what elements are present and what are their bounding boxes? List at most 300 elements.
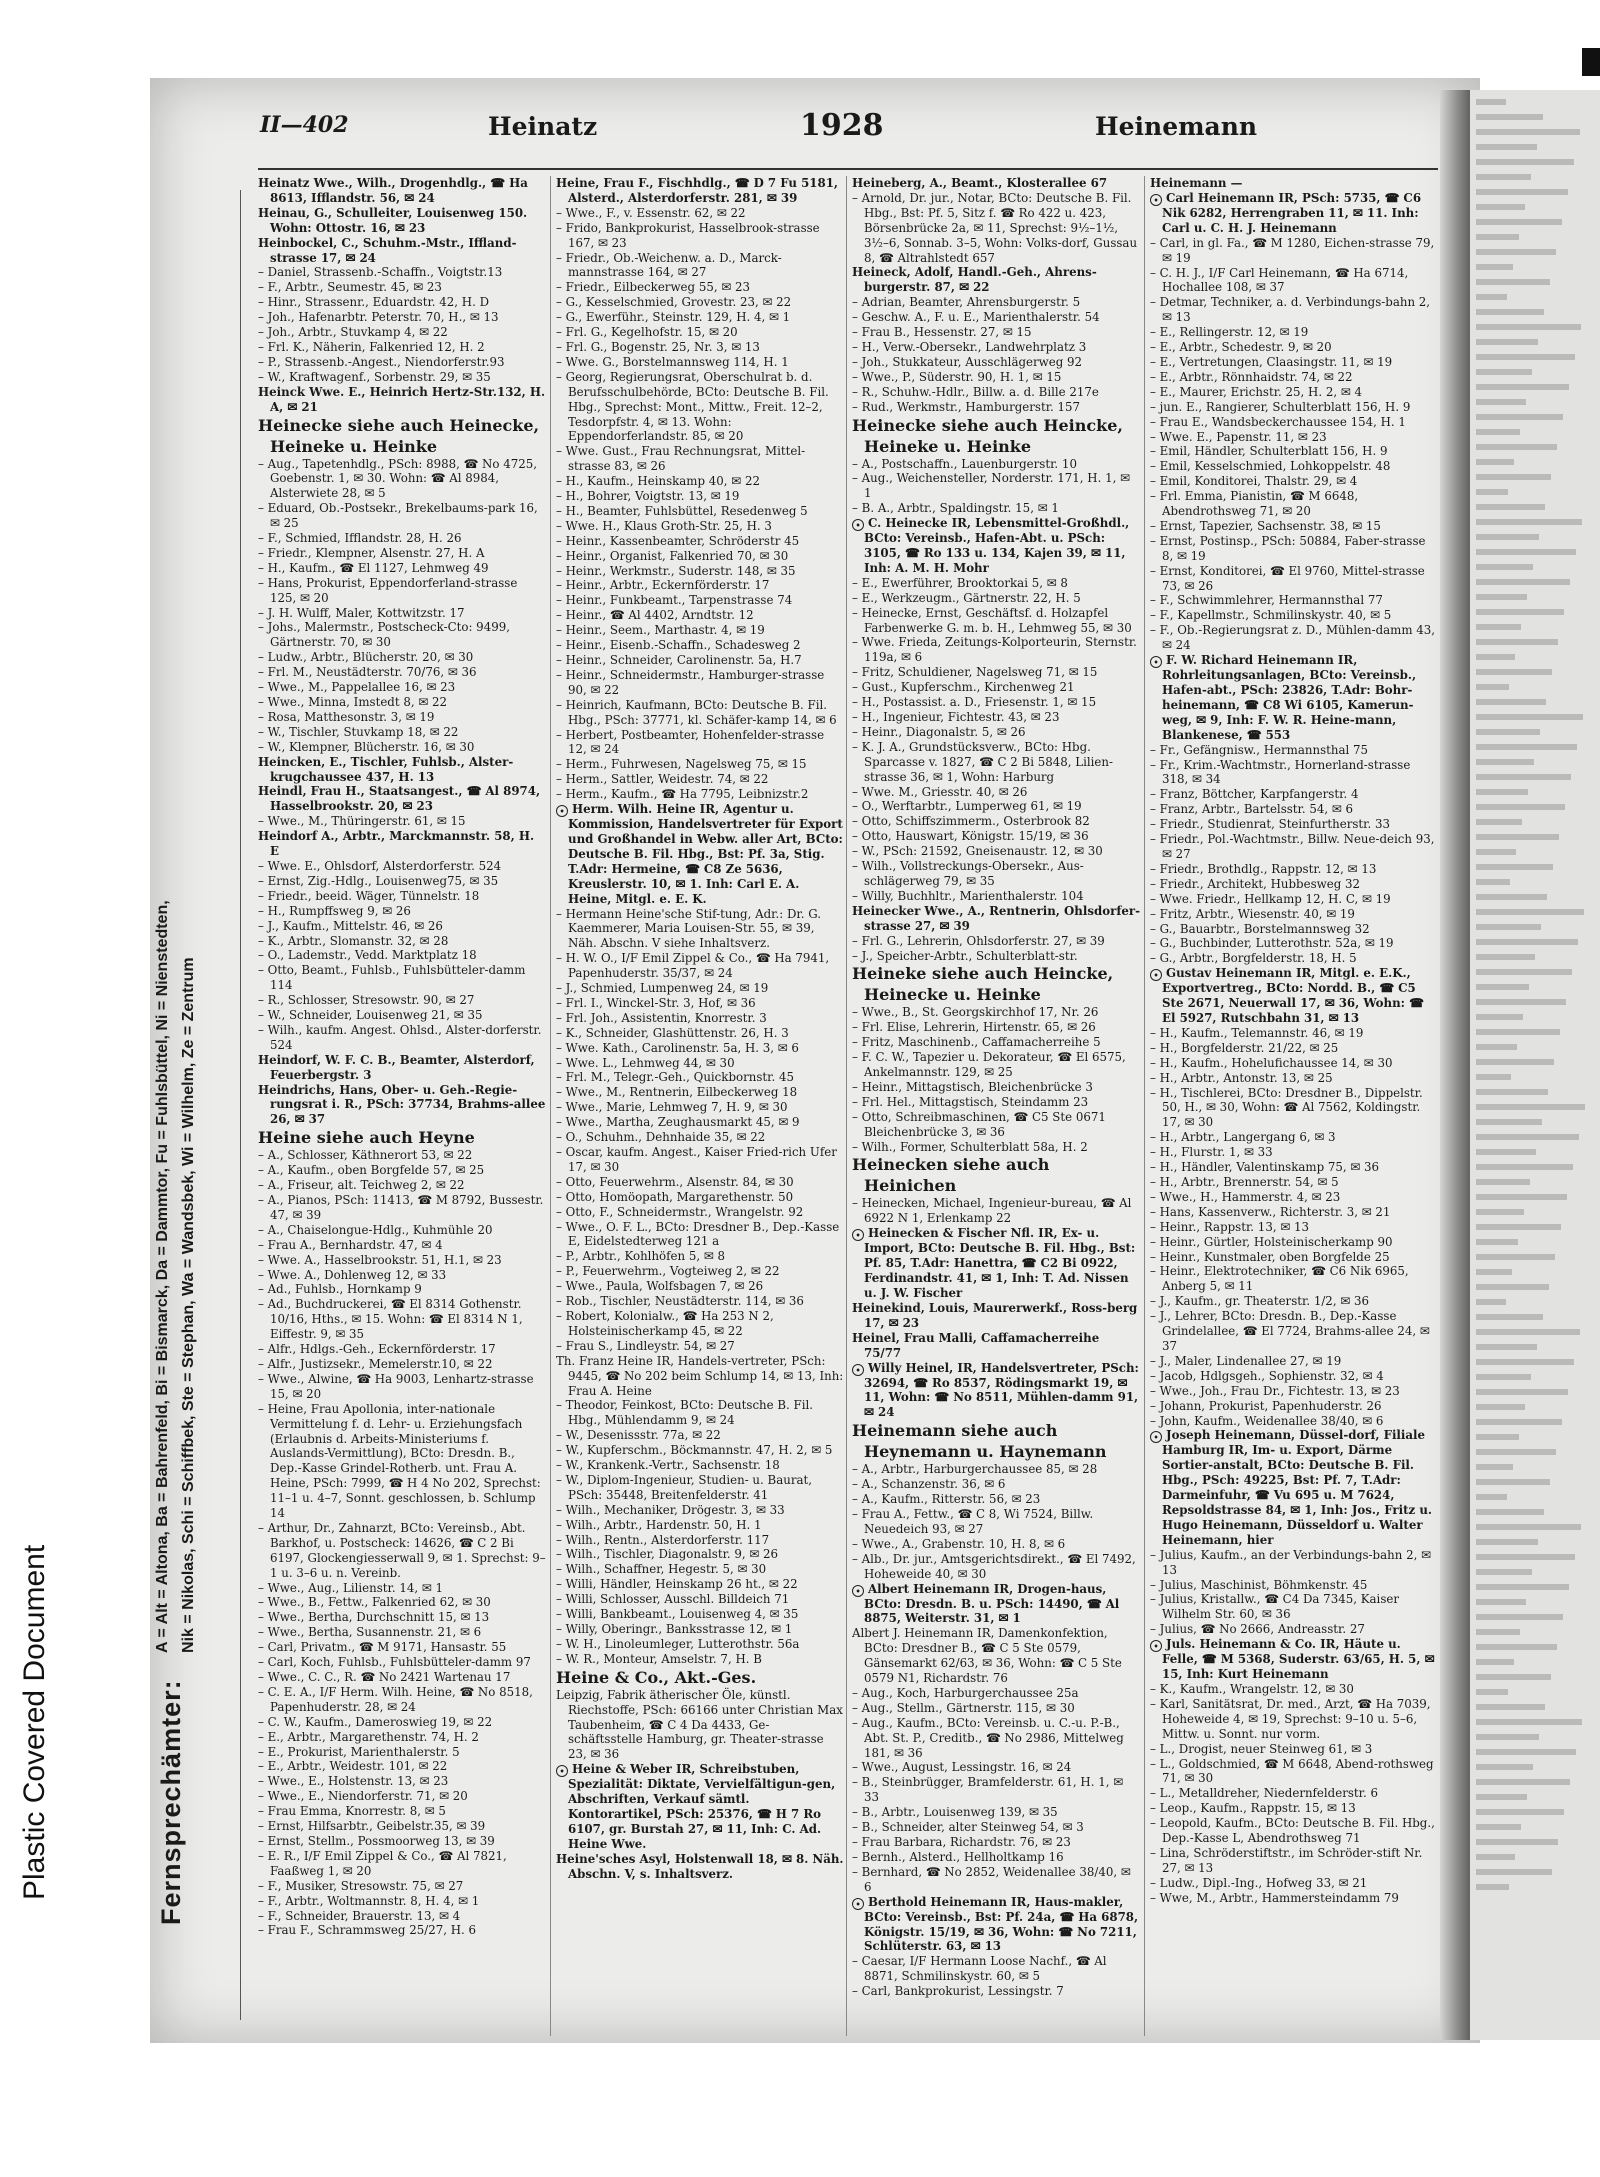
directory-entry <box>852 665 1140 680</box>
directory-entry <box>852 1050 1140 1080</box>
directory-entry <box>1150 817 1438 832</box>
entry-text: – Frau S., Lindleystr. 54, ✉ 27 <box>556 1338 735 1353</box>
entry-text: Heinemann — <box>1150 176 1243 190</box>
directory-entry <box>1150 832 1438 862</box>
entry-text: – E., Vertretungen, Claasingstr. 11, ✉ 19 <box>1150 354 1393 369</box>
directory-entry <box>258 919 546 934</box>
directory-entry <box>852 859 1140 889</box>
directory-entry <box>258 1730 546 1745</box>
next-page-text-line <box>1476 744 1577 750</box>
entry-text: – E., Arbtr., Margarethenstr. 74, H. 2 <box>258 1729 479 1744</box>
directory-entry <box>556 504 844 519</box>
entry-text: – Wwe. A., Hasselbrookstr. 51, H.1, ✉ 23 <box>258 1252 502 1267</box>
directory-entry <box>852 340 1140 355</box>
entry-text: – Wwe., Alwine, ☎ Ha 9003, Lenhartz-strasse 15, ✉ 20 <box>258 1371 534 1401</box>
directory-entry <box>258 829 546 859</box>
directory-entry <box>556 280 844 295</box>
next-page-text-line <box>1476 984 1529 990</box>
entry-text: – J., Kaufm., gr. Theaterstr. 1/2, ✉ 36 <box>1150 1294 1369 1309</box>
next-page-text-line <box>1476 924 1541 930</box>
directory-entry <box>1150 1309 1438 1354</box>
entry-text: – Wwe. L., Lehmweg 44, ✉ 30 <box>556 1055 735 1070</box>
directory-entry <box>258 1053 546 1083</box>
directory-entry <box>852 635 1140 665</box>
next-page-text-line <box>1476 1464 1513 1470</box>
entry-text: Gustav Heinemann IR, Mitgl. e. E.K., Exportvertreg., BCto: Nordd. B., ☎ C5 Ste 2671, Neuerwall 17, ✉ 36, Wohn: ☎ El 5927, Rutschbahn 31, ✉ 13 <box>1162 966 1424 1026</box>
entry-text: – G., Buchbinder, Lutterothstr. 52a, ✉ 19 <box>1150 936 1394 951</box>
directory-entry <box>258 1595 546 1610</box>
bullet-icon: • <box>556 805 568 817</box>
directory-entry <box>852 1760 1140 1775</box>
entry-text: – G., Ewerführ., Steinstr. 129, H. 4, ✉ 1 <box>556 310 791 325</box>
entry-text: – K., Arbtr., Slomanstr. 32, ✉ 28 <box>258 933 449 948</box>
bullet-icon: • <box>1150 1640 1162 1652</box>
entry-text: – Otto, Beamt., Fuhlsb., Fuhlsbütteler-damm 114 <box>258 963 526 993</box>
next-page-text-line <box>1476 1389 1568 1395</box>
next-page-text-line <box>1476 414 1563 420</box>
header-rule <box>258 168 1438 170</box>
next-page-text-line <box>1476 1329 1580 1335</box>
next-page-text-line <box>1476 99 1506 105</box>
entry-text: Heincken, E., Tischler, Fuhlsb., Alster-krugchaussee 437, H. 13 <box>258 754 514 784</box>
entry-text: – Wilh., Arbtr., Hardenstr. 50, H. 1 <box>556 1517 762 1532</box>
directory-entry <box>556 176 844 206</box>
legend-divider <box>240 190 241 2020</box>
entry-text: – A., Kaufm., oben Borgfelde 57, ✉ 25 <box>258 1163 485 1178</box>
entry-text: – Heinr., ☎ Al 4402, Arndtstr. 12 <box>556 608 754 623</box>
directory-entry <box>1150 1786 1438 1801</box>
entry-text: – Caesar, I/F Hermann Loose Nachf., ☎ Al 8871, Schmilinskystr. 60, ✉ 5 <box>852 1954 1107 1984</box>
directory-entry <box>852 695 1140 710</box>
directory-entry <box>852 415 1140 457</box>
next-page-text-line <box>1476 1164 1573 1170</box>
entry-text: – Heinr., Elektrotechniker, ☎ C6 Nik 6965, Anberg 5, ✉ 11 <box>1150 1264 1409 1294</box>
entry-text: Heinecken & Fischer Nfl. IR, Ex- u. Import, BCto: Deutsche B. Fil. Hbg., Bst: Pf. 85, T.Adr: Hanettra, ☎ C2 Bi 0922, Ferdinandstr. 41, ✉ 1, Inh: T. Ad. Nissen u. J. W. Fischer <box>864 1226 1136 1300</box>
next-page-text-line <box>1476 339 1538 345</box>
next-page-text-line <box>1476 729 1540 735</box>
directory-entry <box>258 1083 546 1128</box>
directory-entry <box>852 1477 1140 1492</box>
directory-entry <box>556 1309 844 1339</box>
directory-entry <box>556 1294 844 1309</box>
directory-entry <box>258 934 546 949</box>
bullet-icon: • <box>852 1898 864 1910</box>
directory-entry <box>258 1640 546 1655</box>
next-page-text-line <box>1476 789 1528 795</box>
directory-entry <box>852 949 1140 964</box>
directory-entry <box>852 963 1140 1005</box>
entry-text: – E., Rellingerstr. 12, ✉ 19 <box>1150 325 1309 340</box>
entry-text: – Wwe., H., Hammerstr. 4, ✉ 23 <box>1150 1189 1341 1204</box>
entry-text: – P., Arbtr., Kohlhöfen 5, ✉ 8 <box>556 1249 725 1264</box>
directory-entry <box>556 325 844 340</box>
entry-text: – Hinr., Strassenr., Eduardstr. 42, H. D <box>258 295 490 310</box>
directory-entry <box>852 400 1140 415</box>
directory-entry <box>556 1145 844 1175</box>
directory-entry <box>1150 191 1438 236</box>
column-divider <box>550 176 551 2036</box>
next-page-text-line <box>1476 324 1581 330</box>
directory-entry <box>556 787 844 802</box>
entry-text: – H., Borgfelderstr. 21/22, ✉ 25 <box>1150 1040 1339 1055</box>
next-page-text-line <box>1476 1569 1532 1575</box>
directory-entry <box>1150 1846 1438 1876</box>
book-gutter <box>1440 90 1472 2040</box>
entry-text: – W., Kupferschm., Böckmannstr. 47, H. 2, ✉ 5 <box>556 1443 833 1458</box>
directory-entry <box>556 1473 844 1503</box>
directory-entry <box>852 265 1140 295</box>
directory-entry <box>1150 653 1438 743</box>
entry-text: – Otto, Schreibmaschinen, ☎ C5 Ste 0671 Bleichenbrücke 3, ✉ 36 <box>852 1109 1106 1139</box>
directory-entry <box>258 1297 546 1342</box>
directory-entry <box>1150 892 1438 907</box>
entry-text: – Frau Barbara, Richardstr. 76, ✉ 23 <box>852 1835 1071 1849</box>
entry-text: – W., Tischler, Stuvkamp 18, ✉ 22 <box>258 724 459 739</box>
entry-text: – Robert, Kolonialw., ☎ Ha 253 N 2, Holsteinischerkamp 45, ✉ 22 <box>556 1308 774 1338</box>
entry-text: – Willi, Händler, Heinskamp 26 ht., ✉ 22 <box>556 1577 798 1592</box>
directory-entry <box>556 534 844 549</box>
entry-text: – Karl, Sanitätsrat, Dr. med., Arzt, ☎ Ha 7039, Hoheweide 4, ✉ 19, Sprechst: 9–10 u. 5–6, Mittw. u. Sonnt. nur vorm. <box>1150 1696 1431 1741</box>
next-page-text-line <box>1476 129 1580 135</box>
directory-entry <box>556 1220 844 1250</box>
entry-text: – E., Arbtr., Weidestr. 101, ✉ 22 <box>258 1759 448 1774</box>
entry-text: – Johann, Prokurist, Papenhuderstr. 26 <box>1150 1398 1382 1413</box>
entry-text: – Ludw., Dipl.-Ing., Hofweg 33, ✉ 21 <box>1150 1875 1368 1890</box>
next-page-text-line <box>1476 1584 1569 1590</box>
entry-text: Heinekind, Louis, Maurerwerkf., Ross-berg 17, ✉ 23 <box>852 1300 1138 1330</box>
entry-text: – Wilh., Schaffner, Hegestr. 5, ✉ 30 <box>556 1562 767 1577</box>
directory-entry <box>1150 1816 1438 1846</box>
directory-entry <box>852 1226 1140 1301</box>
next-page-text-line <box>1476 294 1507 300</box>
entry-text: – H., Tischlerei, BCto: Dresdner B., Dippelstr. 50, H., ✉ 30, Wohn: ☎ Al 7562, Koldingstr. 17, ✉ 30 <box>1150 1085 1423 1130</box>
directory-entry <box>258 265 546 280</box>
entry-text: – A., Kaufm., Ritterstr. 56, ✉ 23 <box>852 1492 1041 1507</box>
next-page-text-line <box>1476 1719 1582 1725</box>
directory-entry <box>258 740 546 755</box>
next-page-text-line <box>1476 1374 1531 1380</box>
directory-entry <box>852 1835 1140 1850</box>
directory-entry <box>258 784 546 814</box>
directory-entry <box>1150 907 1438 922</box>
entry-text: – F., Arbtr., Seumestr. 45, ✉ 23 <box>258 280 442 295</box>
entry-text: – Ernst, Tapezier, Sachsenstr. 38, ✉ 15 <box>1150 518 1381 533</box>
entry-text: – Carl, in gl. Fa., ☎ M 1280, Eichen-strasse 79, ✉ 19 <box>1150 235 1435 265</box>
entry-text: – A., Chaiselongue-Hdlg., Kuhmühle 20 <box>258 1222 493 1237</box>
entry-text: – Johs., Malermstr., Postscheck-Cto: 9499, Gärtnerstr. 70, ✉ 30 <box>258 620 510 650</box>
entry-text: – Wwe. E., Ohlsdorf, Alsterdorferstr. 524 <box>258 858 502 873</box>
entry-text: – L., Metalldreher, Niedernfelderstr. 6 <box>1150 1786 1378 1801</box>
directory-entry <box>258 680 546 695</box>
entry-text: – H., Kaufm., Heinskamp 40, ✉ 22 <box>556 474 760 489</box>
directory-entry <box>1150 519 1438 534</box>
directory-entry <box>1150 1190 1438 1205</box>
entry-text: Heine'sches Asyl, Holstenwall 18, ✉ 8. Näh. Abschn. V, s. Inhaltsverz. <box>556 1851 844 1881</box>
entry-text: – Friedr., Klempner, Alsenstr. 27, H. A <box>258 545 485 560</box>
entry-text: – A., Postschaffn., Lauenburgerstr. 10 <box>852 456 1077 471</box>
directory-entry <box>852 1462 1140 1477</box>
directory-entry <box>852 829 1140 844</box>
entry-text: – Otto, F., Schneidermstr., Wrangelstr. 92 <box>556 1204 804 1219</box>
directory-entry <box>556 1100 844 1115</box>
entry-text: – Rob., Tischler, Neustädterstr. 114, ✉ 36 <box>556 1294 804 1309</box>
entry-text: – Frau F., Schrammsweg 25/27, H. 6 <box>258 1923 477 1938</box>
entry-text: – P., Feuerwehrm., Vogteiweg 2, ✉ 22 <box>556 1264 780 1279</box>
entry-text: – H., Bohrer, Voigtstr. 13, ✉ 19 <box>556 489 740 504</box>
next-page-text-line <box>1476 1359 1574 1365</box>
next-page-text-line <box>1476 1854 1515 1860</box>
next-page-text-line <box>1476 399 1526 405</box>
entry-text: – Geschw. A., F. u. E., Marienthalerstr. 54 <box>852 310 1100 325</box>
entry-text: – Fritz, Schuldiener, Nagelsweg 71, ✉ 15 <box>852 665 1098 680</box>
next-page-text-line <box>1476 594 1527 600</box>
directory-entry <box>556 1190 844 1205</box>
directory-entry <box>258 385 546 415</box>
next-page-text-line <box>1476 1794 1527 1800</box>
entry-text: – Otto, Hauswart, Königstr. 15/19, ✉ 36 <box>852 829 1089 844</box>
directory-entry <box>1150 266 1438 296</box>
directory-entry <box>852 934 1140 949</box>
bullet-icon: • <box>852 519 864 531</box>
directory-entry <box>556 1547 844 1562</box>
next-page-text-line <box>1476 204 1525 210</box>
entry-text: Heinbockel, C., Schuhm.-Mstr., Iffland-strasse 17, ✉ 24 <box>258 235 517 265</box>
directory-entry <box>258 1774 546 1789</box>
entry-text: – Wwe., M., Pappelallee 16, ✉ 23 <box>258 680 456 695</box>
directory-entry <box>556 578 844 593</box>
entry-text: – Wwe. Kath., Carolinenstr. 5a, H. 3, ✉ 6 <box>556 1040 799 1055</box>
entry-text: – Wilh., Former, Schulterblatt 58a, H. 2 <box>852 1139 1088 1154</box>
directory-entry <box>852 1020 1140 1035</box>
next-page-text-line <box>1476 1869 1552 1875</box>
entry-text: – Frl. Elise, Lehrerin, Hirtenstr. 65, ✉ 26 <box>852 1020 1096 1035</box>
entry-text: – Heinr., Werkmstr., Suderstr. 148, ✉ 35 <box>556 563 796 578</box>
entry-text: Heinck Wwe. E., Heinrich Hertz-Str.132, H. A, ✉ 21 <box>258 384 546 414</box>
entry-text: Heineke siehe auch Heincke, Heinecke u. Heinke <box>852 964 1114 1005</box>
directory-entry <box>258 948 546 963</box>
bullet-icon: • <box>852 1229 864 1241</box>
directory-entry <box>1150 176 1438 191</box>
directory-entry <box>852 370 1140 385</box>
directory-entry <box>1150 325 1438 340</box>
entry-text: – Alb., Dr. jur., Amtsgerichtsdirekt., ☎ El 7492, Hoheweide 40, ✉ 30 <box>852 1551 1136 1581</box>
entry-text: – Arnold, Dr. jur., Notar, BCto: Deutsche B. Fil. Hbg., Bst: Pf. 5, Sitz f. ☎ Ro 422 u. 423, Börsenbrücke 2a, ✉ 11, Sprechst: 9½–1½, 3½–6, Sonnab. 3–5, Wohn: Volks-dorf, Gussau 8, ☎ Altrahlstedt 657 <box>852 190 1138 265</box>
entry-text: – Ad., Buchdruckerei, ☎ El 8314 Gothenstr. 10/16, Hths., ✉ 15. Wohn: ☎ El 8314 N 1, Eiffestr. 9, ✉ 35 <box>258 1297 523 1342</box>
directory-entry <box>556 623 844 638</box>
entry-text: – Julius, Maschinist, Böhmkenstr. 45 <box>1150 1577 1368 1592</box>
directory-entry <box>556 1354 844 1399</box>
entry-text: – Fritz, Maschinenb., Caffamacherreihe 5 <box>852 1035 1101 1050</box>
next-page-text-line <box>1476 1419 1562 1425</box>
directory-entry <box>258 1238 546 1253</box>
entry-text: – G., Bauarbtr., Borstelmannsweg 32 <box>1150 921 1370 936</box>
directory-entry <box>852 725 1140 740</box>
directory-entry <box>1150 1041 1438 1056</box>
next-page-text-line <box>1476 1314 1543 1320</box>
entry-text: – Daniel, Strassenb.-Schaffn., Voigtstr.13 <box>258 265 503 280</box>
entry-text: – Wwe. M., Griesstr. 40, ✉ 26 <box>852 784 1028 799</box>
directory-entry <box>852 1701 1140 1716</box>
entry-text: Heineck, Adolf, Handl.-Geh., Ahrens-burgerstr. 87, ✉ 22 <box>852 265 1097 295</box>
next-page-text-line <box>1476 684 1509 690</box>
next-page-text-line <box>1476 189 1568 195</box>
entry-text: – Carl, Bankprokurist, Lessingstr. 7 <box>852 1984 1064 1999</box>
entry-text: Heinel, Frau Malli, Caffamacherreihe 75/77 <box>852 1330 1100 1360</box>
directory-entry <box>258 1819 546 1834</box>
directory-entry <box>258 710 546 725</box>
entry-text: Heinecker Wwe., A., Rentnerin, Ohlsdorfer-strasse 27, ✉ 39 <box>852 903 1141 933</box>
directory-entry <box>556 355 844 370</box>
entry-text: – H., Kaufm., ☎ El 1127, Lehmweg 49 <box>258 560 489 575</box>
directory-entry <box>1150 1399 1438 1414</box>
next-page-text-line <box>1476 354 1575 360</box>
next-page-text-line <box>1476 864 1553 870</box>
bullet-icon: • <box>1150 194 1162 206</box>
next-page-text-line <box>1476 1704 1545 1710</box>
directory-entry <box>1150 1637 1438 1682</box>
entry-text: – O., Lademstr., Vedd. Marktplatz 18 <box>258 948 477 963</box>
directory-entry <box>1150 966 1438 1026</box>
directory-entry <box>258 1745 546 1760</box>
entry-text: – Wwe. Gust., Frau Rechnungsrat, Mittel-strasse 83, ✉ 26 <box>556 444 806 474</box>
entry-text: – Heinecken, Michael, Ingenieur-bureau, ☎ Al 6922 N 1, Erlenkamp 22 <box>852 1196 1132 1226</box>
directory-entry <box>1150 1205 1438 1220</box>
entry-text: – A., Schanzenstr. 36, ✉ 6 <box>852 1477 1006 1492</box>
entry-text: – Wilh., Mechaniker, Drögestr. 3, ✉ 33 <box>556 1502 785 1517</box>
next-page-text-line <box>1476 114 1543 120</box>
next-page-text-line <box>1476 1614 1563 1620</box>
column-divider <box>1144 176 1145 2036</box>
directory-entry <box>852 355 1140 370</box>
entry-text: – H., Arbtr., Antonstr. 13, ✉ 25 <box>1150 1070 1333 1085</box>
directory-entry <box>258 620 546 650</box>
directory-entry <box>852 295 1140 310</box>
next-page-text-line <box>1476 1674 1551 1680</box>
entry-text: – F., Arbtr., Woltmannstr. 8, H. 4, ✉ 1 <box>258 1893 480 1908</box>
directory-entry <box>258 457 546 502</box>
next-page-text-line <box>1476 1734 1539 1740</box>
entry-text: – Emil, Kesselschmied, Lohkoppelstr. 48 <box>1150 459 1391 474</box>
directory-entry <box>258 755 546 785</box>
next-page-text-line <box>1476 369 1532 375</box>
entry-text: – Lina, Schröderstiftstr., im Schröder-stift Nr. 27, ✉ 13 <box>1150 1845 1423 1875</box>
directory-entry <box>852 1626 1140 1686</box>
entry-text: – Friedr., Studienrat, Steinfurtherstr. 33 <box>1150 817 1390 832</box>
next-page-text-line <box>1476 1509 1544 1515</box>
entry-text: – Hans, Prokurist, Eppendorferland-strasse 125, ✉ 20 <box>258 575 518 605</box>
entry-text: – Heinr., Kassenbeamter, Schröderstr 45 <box>556 533 800 548</box>
entry-text: – Heine, Frau Apollonia, inter-nationale Vermittelung f. d. Lehr- u. Erziehungsfach (Erlaubnis d. Arbeits-Ministeriums f. Auslands-Vermittlung), BCto: Dresdn. B., Dep.-Kasse Grindel-Rotherb. unt. Frau A. Heine, PSch: 7999, ☎ H 4 No 202, Sprechst: 11–1 u. 4–7, Sonnt. geschlossen, b. Schlump 14 <box>258 1401 541 1521</box>
directory-entry <box>1150 1145 1438 1160</box>
directory-entry <box>1150 1414 1438 1429</box>
directory-entry <box>556 1458 844 1473</box>
directory-entry <box>1150 295 1438 325</box>
entry-text: – A., Friseur, alt. Teichweg 2, ✉ 22 <box>258 1178 465 1193</box>
next-page-text-line <box>1476 954 1535 960</box>
entry-text: – Wwe., Bertha, Susannenstr. 21, ✉ 6 <box>258 1625 482 1640</box>
entry-text: – Wwe., B., Fettw., Falkenried 62, ✉ 30 <box>258 1595 491 1610</box>
directory-entry <box>556 564 844 579</box>
next-page-text-line <box>1476 534 1539 540</box>
entry-text: – Heinr., Kunstmaler, oben Borgfelde 25 <box>1150 1249 1390 1264</box>
entry-text: – Georg, Regierungsrat, Oberschulrat b. d. Berufsschulbehörde, BCto: Deutsche B. Fil. Hbg., Sprechst: Mont., Mittw., Freit. 12–2, Tesdorpfstr. 4, ✉ 13. Wohn: Eppendorferlandstr. 85, ✉ 20 <box>556 369 829 444</box>
entry-text: – Wwe. H., Klaus Groth-Str. 25, H. 3 <box>556 518 772 533</box>
directory-entry <box>1150 1235 1438 1250</box>
entry-text: – Ernst, Zig.-Hdlg., Louisenweg75, ✉ 35 <box>258 873 499 888</box>
next-page-text-line <box>1476 1839 1558 1845</box>
entry-text: – Frau A., Fettw., ☎ C 8, Wi 7524, Billw. Neuedeich 93, ✉ 27 <box>852 1506 1094 1536</box>
next-page-text-line <box>1476 1824 1521 1830</box>
next-page-text-line <box>1476 669 1552 675</box>
entry-text: – H., Beamter, Fuhlsbüttel, Resedenweg 5 <box>556 503 808 518</box>
entry-text: – H., Verw.-Obersekr., Landwehrplatz 3 <box>852 339 1087 354</box>
entry-text: Heinecke siehe auch Heincke, Heineke u. Heinke <box>852 415 1123 456</box>
entry-text: – Fritz, Arbtr., Wiesenstr. 40, ✉ 19 <box>1150 906 1355 921</box>
directory-entry <box>556 474 844 489</box>
next-page-text-line <box>1476 219 1562 225</box>
entry-text: – Wwe., F., v. Essenstr. 62, ✉ 22 <box>556 205 746 220</box>
directory-entry <box>258 576 546 606</box>
entry-text: – R., Schuhw.-Hdlr., Billw. a. d. Bille 217e <box>852 384 1099 399</box>
entry-text: – Frau Emma, Knorrestr. 8, ✉ 5 <box>258 1804 446 1819</box>
directory-entry <box>1150 236 1438 266</box>
entry-text: – Bernh., Alsterd., Hellholtkamp 16 <box>852 1849 1064 1864</box>
entry-text: – Frl. G., Bogenstr. 25, Nr. 3, ✉ 13 <box>556 339 760 354</box>
directory-entry <box>556 444 844 474</box>
entry-text: – W., Desenissstr. 77a, ✉ 22 <box>556 1428 721 1443</box>
entry-text: – O., Schuhm., Dehnhaide 35, ✉ 22 <box>556 1130 766 1145</box>
next-page-text-line <box>1476 264 1513 270</box>
directory-entry <box>258 1581 546 1596</box>
entry-text: – Joh., Hafenarbtr. Peterstr. 70, H., ✉ 13 <box>258 310 499 325</box>
directory-entry <box>258 1685 546 1715</box>
directory-entry <box>556 951 844 981</box>
entry-text: – Willi, Bankbeamt., Louisenweg 4, ✉ 35 <box>556 1607 799 1622</box>
directory-entry <box>258 725 546 740</box>
entry-text: Juls. Heinemann & Co. IR, Häute u. Felle, ☎ M 5368, Suderstr. 63/65, H. 5, ✉ 15, Inh: Kurt Heinemann <box>1162 1637 1435 1682</box>
directory-entry <box>1150 1250 1438 1265</box>
directory-entry <box>258 1521 546 1581</box>
directory-entry <box>852 576 1140 591</box>
entry-text: – C. H. J., I/F Carl Heinemann, ☎ Ha 6714, Hochallee 108, ✉ 37 <box>1150 265 1409 295</box>
entry-text: – Heinr., Funkbeamt., Tarpenstrasse 74 <box>556 593 793 608</box>
directory-entry <box>556 1503 844 1518</box>
next-page-text-line <box>1476 309 1544 315</box>
entry-text: – Hans, Kassenverw., Richterstr. 3, ✉ 21 <box>1150 1204 1391 1219</box>
entry-text: – Jacob, Hdlgsgeh., Sophienstr. 32, ✉ 4 <box>1150 1368 1384 1383</box>
directory-entry <box>556 295 844 310</box>
next-page-text-line <box>1476 1629 1520 1635</box>
directory-entry <box>556 1592 844 1607</box>
next-page-text-line <box>1476 1884 1509 1890</box>
entry-text: Heinecke siehe auch Heinecke, Heineke u. Heinke <box>258 415 540 456</box>
entry-text: – Wwe., Minna, Imstedt 8, ✉ 22 <box>258 695 447 709</box>
entry-text: – Wwe., E., Niendorferstr. 71, ✉ 20 <box>258 1789 468 1804</box>
directory-entry <box>1150 370 1438 385</box>
entry-text: – Heinr., Gürtler, Holsteinischerkamp 90 <box>1150 1234 1393 1249</box>
entry-text: – Wwe., Bertha, Durchschnitt 15, ✉ 13 <box>258 1610 490 1625</box>
directory-entry <box>1150 743 1438 758</box>
directory-entry <box>852 1507 1140 1537</box>
directory-entry <box>852 1954 1140 1984</box>
entry-text: – H., Ingenieur, Fichtestr. 43, ✉ 23 <box>852 710 1060 724</box>
entry-text: – B., Schneider, alter Steinweg 54, ✉ 3 <box>852 1820 1084 1835</box>
next-page-text-line <box>1476 1029 1560 1035</box>
next-page-text-line <box>1476 1089 1548 1095</box>
entry-text: – H., Kaufm., Telemannstr. 46, ✉ 19 <box>1150 1025 1364 1040</box>
entry-text: Heine & Weber IR, Schreibstuben, Spezialität: Diktate, Vervielfältigun-gen, Abschriften, Verkauf sämtl. Kontorartikel, PSch: 25376, ☎ H 7 Ro 6107, gr. Burstah 27, ✉ 11, Inh: C. Ad. Heine Wwe. <box>568 1762 836 1851</box>
entry-text: – Adrian, Beamter, Ahrensburgerstr. 5 <box>852 295 1081 310</box>
